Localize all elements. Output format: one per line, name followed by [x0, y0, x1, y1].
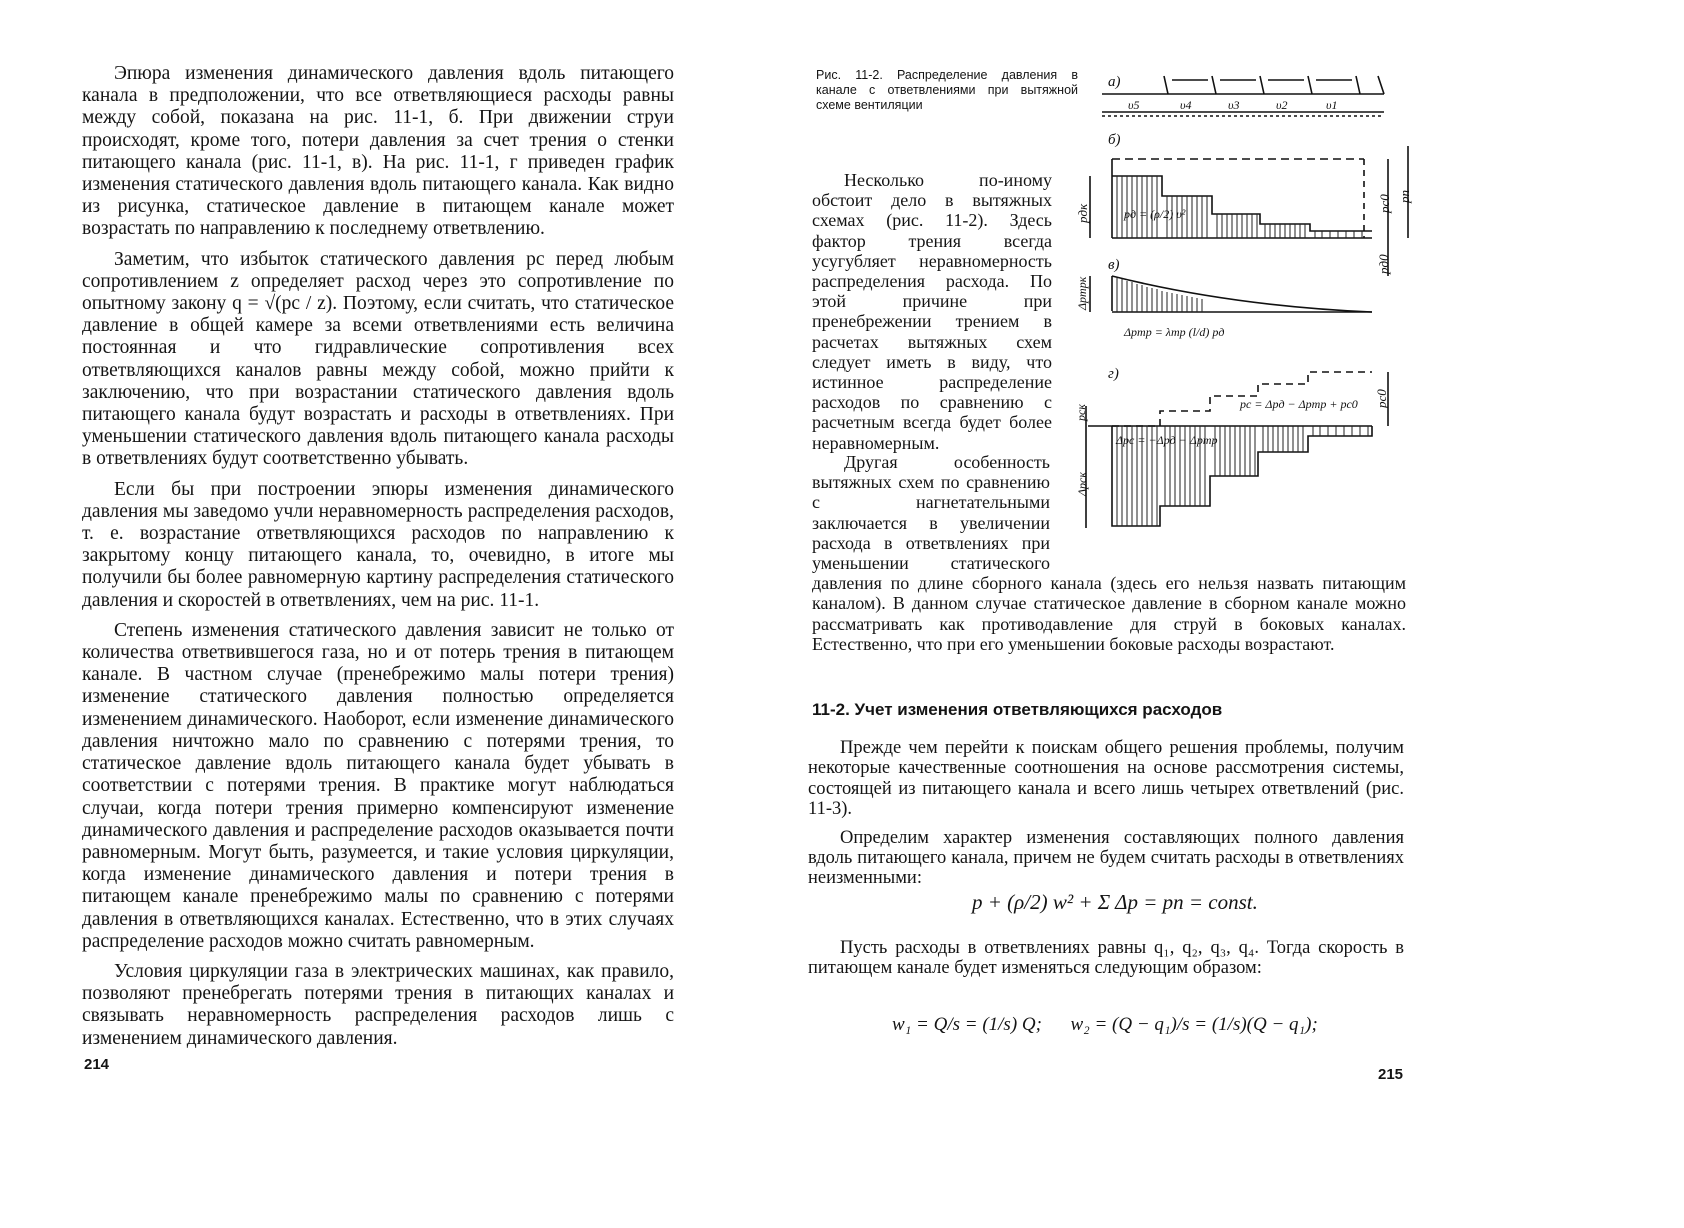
left-page-text: [82, 63, 674, 1050]
label-pd0: pд0: [1376, 254, 1391, 274]
label-pck: pск: [1074, 404, 1088, 421]
label-pd-formula: pд = (ρ/2) υ²: [1124, 207, 1186, 221]
velocity-label: υ3: [1228, 98, 1240, 112]
label-dptrk: Δpтрк: [1075, 276, 1089, 310]
paragraph: Условия циркуляции газа в электрических машинах, как правило, позволяют пренебрегать потерями трения в питающих каналах и связывать неравномерность распределения расходов лишь с изменением динамического давления.: [82, 960, 674, 1049]
velocity-label: υ2: [1276, 98, 1288, 112]
velocity-label: υ4: [1180, 98, 1192, 112]
section-heading: 11-2. Учет изменения ответвляющихся расходов: [812, 700, 1223, 719]
velocity-label: υ5: [1128, 98, 1140, 112]
page-number-left: 214: [84, 1056, 110, 1073]
label-pc-formula: pс = Δpд − Δpтр + pс0: [1240, 397, 1358, 411]
right-after-formula: [808, 938, 1404, 979]
label-pc0: pс0: [1377, 194, 1392, 213]
formula-total-pressure: p + (ρ/2) w² + Σ Δp = pп = const.: [972, 890, 1258, 914]
label-dpc-formula: Δpс = −Δpд − Δpтр: [1116, 433, 1218, 447]
paragraph: Степень изменения статического давления зависит не только от количества ответвившегося газа, но и от потерь трения в питающем канале. В частном случае (пренебрежимо малы потери трения) изменение статического давления полностью определяется изменением динамического. Наоборот, если изменение динамического давления ничтожно мало по сравнению с потерями трения, то статическое давление вдоль питающего канала будет убывать в соответствии с потерями трения. В практике могут наблюдаться случаи, когда потери трения примерно компенсируют изменение динамического давления и распределение расходов оказывается почти равномерным. Могут быть, разумеется, и такие условия циркуляции, когда изменение динамического давления и потери трения в питающем канале пренебрежимо малы по сравнению с потерями давления в ответвляющихся каналах. Естественно, что в этих случаях распределение расходов можно считать равномерным.: [82, 619, 674, 952]
panel-label-v: в): [1108, 257, 1120, 273]
panel-label-b: б): [1108, 132, 1121, 148]
branch-stubs: [1164, 76, 1384, 94]
right-wrap-text: [812, 170, 1052, 453]
panel-label-g: г): [1108, 366, 1119, 382]
paragraph: Несколько по-иному обстоит дело в вытяжных схемах (рис. 11-2). Здесь фактор трения всегда усугубляет неравномерность распределения расхода. По этой причине при пренебрежении трением в расчетах вытяжных схем следует иметь в виду, что истинное распределение расходов по сравнению с расчетным всегда будет более неравномерным.: [812, 170, 1052, 453]
figure-caption: Рис. 11-2. Распределение давления в канале с ответвлениями при вытяжной схеме вентиляции: [816, 68, 1078, 112]
paragraph: Другая особенность вытяжных схем по сравнению с нагнетательными заключается в увеличении расхода в ответвлениях при уменьшении статического давления по длине сборного канала (здесь его нельзя назвать питающим каналом). В данном случае статическое давление в сборном канале можно рассматривать как противодавление для струй в боковых каналах. Естественно, что при его уменьшении боковые расходы возрастают.: [812, 452, 1406, 654]
paragraph: Заметим, что избыток статического давления pс перед любым сопротивлением z определяет расход через это сопротивление по опытному закону q = √(pс / z). Поэтому, если считать, что статическое давление в общей камере за всеми ответвлениями есть величина постоянная и что гидравлические сопротивления всех ответвляющихся каналов равны между собой, можно прийти к заключению, что при возрастании статического давления вдоль питающего канала будут возрастать и расходы в ответвлениях. При уменьшении статического давления вдоль питающего канала расходы в ответвлениях будут соответственно убывать.: [82, 248, 674, 470]
label-pc0-g: pс0: [1374, 389, 1389, 408]
figure-11-2: [1072, 66, 1412, 536]
velocity-label: υ1: [1326, 98, 1338, 112]
paragraph: Эпюра изменения динамического давления вдоль питающего канала в предположении, что все ответвляющиеся расходы равны между собой, показана на рис. 11-1, б. При движении струи происходят, кроме того, потери давления за счет трения о стенки питающего канала (рис. 11-1, в). На рис. 11-1, г приведен график изменения статического давления вдоль питающего канала. Как видно из рисунка, статическое давление в питающем канале может возрастать по направлению к последнему ответвлению.: [82, 63, 674, 240]
label-dptr-formula: Δpтр = λтр (l/d) pд: [1124, 325, 1225, 339]
label-dpck: Δpск: [1075, 472, 1089, 496]
paragraph: Пусть расходы в ответвлениях равны q₁, q₂, q₃, q₄. Тогда скорость в питающем канале будет изменяться следующим образом:: [808, 938, 1404, 979]
formula-velocities: w₁ = Q/s = (1/s) Q; w₂ = (Q − q₁)/s = (1/s)(Q − q₁);: [892, 1014, 1318, 1035]
right-lower-text: [808, 738, 1404, 889]
paragraph: Если бы при построении эпюры изменения динамического давления мы заведомо учли неравномерность распределения расходов, т. е. возрастание ответвляющихся расходов по направлению к закрытому концу питающего канала, то, очевидно, в итоге мы получили бы более равномерную картину распределения статического давления и скоростей в ответвлениях, чем на рис. 11-1.: [82, 478, 674, 611]
page-number-right: 215: [1378, 1066, 1404, 1083]
label-pdk: pдк: [1075, 203, 1090, 223]
hatching: [1082, 66, 1368, 526]
label-pn: pп: [1397, 190, 1412, 203]
panel-label-a: а): [1108, 74, 1121, 90]
paragraph: Прежде чем перейти к поискам общего решения проблемы, получим некоторые качественные соотношения на основе рассмотрения системы, состоящей из питающего канала и всего лишь четырех ответвлений (рис. 11-3).: [808, 738, 1404, 820]
paragraph: Определим характер изменения составляющих полного давления вдоль питающего канала, причем не будем считать расходы в ответвлениях неизменными:: [808, 827, 1404, 889]
